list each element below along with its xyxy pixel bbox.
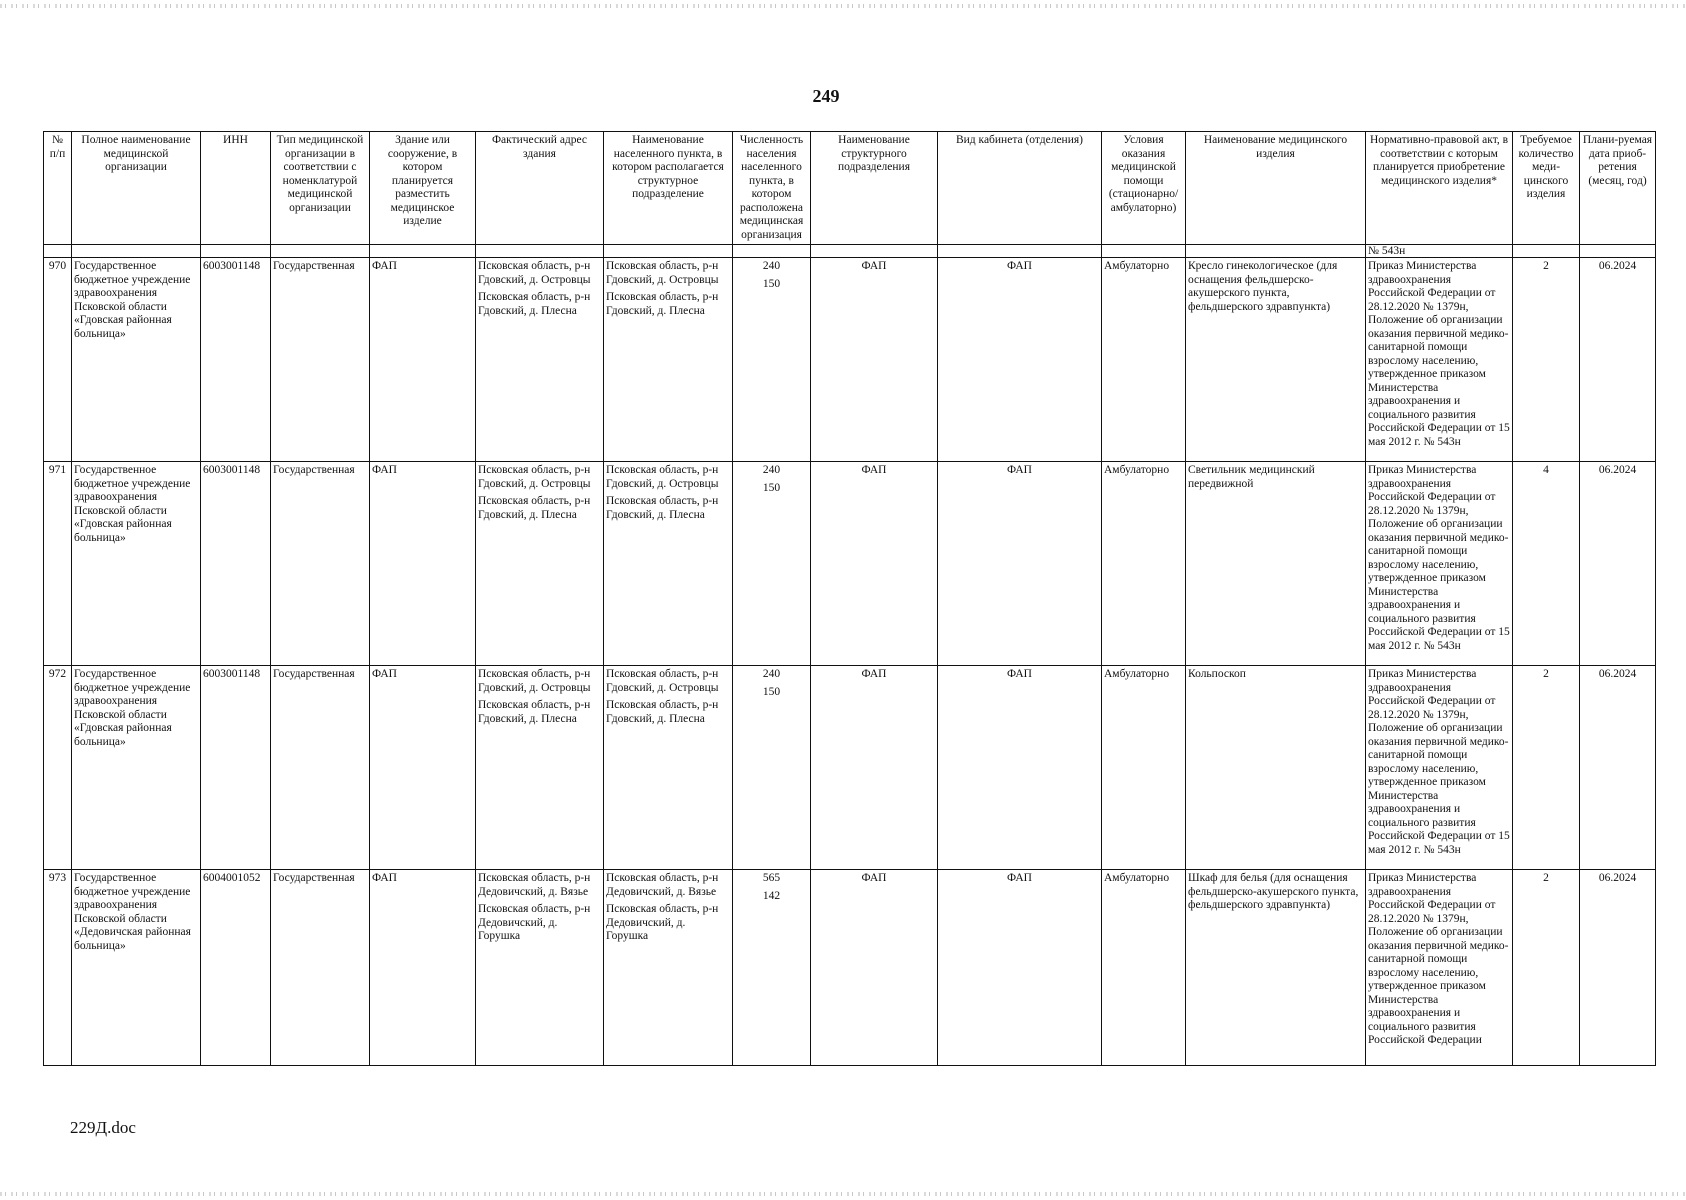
row-building: ФАП bbox=[370, 870, 476, 1066]
locality-2: Псковская область, р-н Гдовский, д. Плесна bbox=[606, 699, 719, 725]
population-2: 142 bbox=[762, 889, 781, 902]
locality-1: Псковская область, р-н Дедовичский, д. Вязье bbox=[606, 872, 719, 898]
locality-2: Псковская область, р-н Гдовский, д. Плесна bbox=[606, 291, 719, 317]
medical-device-table bbox=[43, 131, 1656, 1066]
row-locality bbox=[604, 462, 733, 666]
address-2: Псковская область, р-н Гдовский, д. Плесна bbox=[478, 699, 591, 725]
row-address bbox=[476, 258, 604, 462]
col-header-conditions: Условия оказания медицинской помощи (стационарно/ амбулаторно) bbox=[1102, 132, 1186, 245]
row-num: 973 bbox=[44, 870, 72, 1066]
address-1: Псковская область, р-н Гдовский, д. Островцы bbox=[478, 464, 591, 490]
row-device: Светильник медицинский передвижной bbox=[1186, 462, 1366, 666]
row-quantity: 2 bbox=[1513, 666, 1580, 870]
row-num: 971 bbox=[44, 462, 72, 666]
locality-1: Псковская область, р-н Гдовский, д. Островцы bbox=[606, 668, 719, 694]
row-act: Приказ Министерства здравоохранения Российской Федерации от 28.12.2020 № 1379н, Положение об организации оказания первичной медико-санитарной помощи взрослому населению, утвержденное приказом Министерства здравоохранения и социального развития Российской Федерации bbox=[1366, 870, 1513, 1066]
population-2: 150 bbox=[762, 685, 781, 698]
row-date: 06.2024 bbox=[1580, 258, 1656, 462]
row-locality bbox=[604, 870, 733, 1066]
address-1: Псковская область, р-н Гдовский, д. Островцы bbox=[478, 668, 591, 694]
row-locality bbox=[604, 666, 733, 870]
col-header-num: № п/п bbox=[44, 132, 72, 245]
address-2: Псковская область, р-н Гдовский, д. Плесна bbox=[478, 291, 591, 317]
row-date: 06.2024 bbox=[1580, 870, 1656, 1066]
col-header-act: Нормативно-правовой акт, в соответствии с которым планируется приобретение медицинского изделия* bbox=[1366, 132, 1513, 245]
population-2: 150 bbox=[762, 481, 781, 494]
row-quantity: 2 bbox=[1513, 870, 1580, 1066]
address-1: Псковская область, р-н Гдовский, д. Островцы bbox=[478, 260, 591, 286]
row-address bbox=[476, 666, 604, 870]
col-header-org: Полное наименование медицинской организации bbox=[72, 132, 201, 245]
row-conditions: Амбулаторно bbox=[1102, 258, 1186, 462]
row-org: Государственное бюджетное учреждение здравоохранения Псковской области «Гдовская районная больница» bbox=[72, 666, 201, 870]
address-1: Псковская область, р-н Дедовичский, д. Вязье bbox=[478, 872, 591, 898]
locality-2: Псковская область, р-н Гдовский, д. Плесна bbox=[606, 495, 719, 521]
carry-over-row bbox=[44, 245, 1656, 258]
scan-noise-bottom bbox=[0, 1192, 1686, 1196]
row-act: Приказ Министерства здравоохранения Российской Федерации от 28.12.2020 № 1379н, Положение об организации оказания первичной медико-санитарной помощи взрослому населению, утвержденное приказом Министерства здравоохранения и социального развития Российской Федерации от 15 мая 2012 г. № 543н bbox=[1366, 258, 1513, 462]
col-header-population: Численность населения населенного пункта, в котором расположена медицинская организация bbox=[733, 132, 811, 245]
locality-1: Псковская область, р-н Гдовский, д. Островцы bbox=[606, 260, 719, 286]
col-header-date: Плани-руемая дата приоб-ретения (месяц, год) bbox=[1580, 132, 1656, 245]
row-building: ФАП bbox=[370, 666, 476, 870]
scan-noise-top bbox=[0, 4, 1686, 8]
row-unit: ФАП bbox=[811, 462, 938, 666]
row-org: Государственное бюджетное учреждение здравоохранения Псковской области «Гдовская районная больница» bbox=[72, 258, 201, 462]
population-2: 150 bbox=[762, 277, 781, 290]
page-number: 249 bbox=[812, 86, 840, 106]
row-conditions: Амбулаторно bbox=[1102, 666, 1186, 870]
carry-over-text: № 543н bbox=[1366, 245, 1513, 258]
row-population bbox=[733, 870, 811, 1066]
row-unit: ФАП bbox=[811, 870, 938, 1066]
address-2: Псковская область, р-н Дедовичский, д. Горушка bbox=[478, 903, 591, 942]
row-date: 06.2024 bbox=[1580, 666, 1656, 870]
row-type: Государственная bbox=[271, 258, 370, 462]
row-inn: 6003001148 bbox=[201, 462, 271, 666]
row-cabinet: ФАП bbox=[938, 870, 1102, 1066]
document-footer: 229Д.doc bbox=[70, 1118, 136, 1137]
table-header-row bbox=[44, 132, 1656, 245]
row-address bbox=[476, 870, 604, 1066]
row-org: Государственное бюджетное учреждение здравоохранения Псковской области «Дедовичская районная больница» bbox=[72, 870, 201, 1066]
locality-1: Псковская область, р-н Гдовский, д. Островцы bbox=[606, 464, 719, 490]
row-inn: 6004001052 bbox=[201, 870, 271, 1066]
row-date: 06.2024 bbox=[1580, 462, 1656, 666]
row-quantity: 2 bbox=[1513, 258, 1580, 462]
address-2: Псковская область, р-н Гдовский, д. Плесна bbox=[478, 495, 591, 521]
row-conditions: Амбулаторно bbox=[1102, 870, 1186, 1066]
row-unit: ФАП bbox=[811, 666, 938, 870]
row-population bbox=[733, 666, 811, 870]
row-org: Государственное бюджетное учреждение здравоохранения Псковской области «Гдовская районная больница» bbox=[72, 462, 201, 666]
row-device: Кольпоскоп bbox=[1186, 666, 1366, 870]
row-building: ФАП bbox=[370, 258, 476, 462]
row-building: ФАП bbox=[370, 462, 476, 666]
col-header-inn: ИНН bbox=[201, 132, 271, 245]
row-address bbox=[476, 462, 604, 666]
col-header-device: Наименование медицинского изделия bbox=[1186, 132, 1366, 245]
col-header-building: Здание или сооружение, в котором планируется разместить медицинское изделие bbox=[370, 132, 476, 245]
row-population bbox=[733, 258, 811, 462]
row-cabinet: ФАП bbox=[938, 666, 1102, 870]
row-conditions: Амбулаторно bbox=[1102, 462, 1186, 666]
row-inn: 6003001148 bbox=[201, 258, 271, 462]
row-cabinet: ФАП bbox=[938, 258, 1102, 462]
locality-2: Псковская область, р-н Дедовичский, д. Горушка bbox=[606, 903, 719, 942]
row-act: Приказ Министерства здравоохранения Российской Федерации от 28.12.2020 № 1379н, Положение об организации оказания первичной медико-санитарной помощи взрослому населению, утвержденное приказом Министерства здравоохранения и социального развития Российской Федерации от 15 мая 2012 г. № 543н bbox=[1366, 462, 1513, 666]
population-1: 565 bbox=[762, 872, 781, 884]
population-1: 240 bbox=[762, 464, 781, 476]
table-row bbox=[44, 870, 1656, 1066]
row-num: 970 bbox=[44, 258, 72, 462]
col-header-type: Тип медицинской организации в соответствии с номенклатурой медицинской организации bbox=[271, 132, 370, 245]
row-unit: ФАП bbox=[811, 258, 938, 462]
population-1: 240 bbox=[762, 260, 781, 272]
table-row bbox=[44, 258, 1656, 462]
row-device: Шкаф для белья (для оснащения фельдшерско-акушерского пункта, фельдшерского здравпункта) bbox=[1186, 870, 1366, 1066]
table-row bbox=[44, 462, 1656, 666]
population-1: 240 bbox=[762, 668, 781, 680]
row-num: 972 bbox=[44, 666, 72, 870]
col-header-locality: Наименование населенного пункта, в котором располагается структурное подразделение bbox=[604, 132, 733, 245]
col-header-cabinet: Вид кабинета (отделения) bbox=[938, 132, 1102, 245]
col-header-unit: Наименование структурного подразделения bbox=[811, 132, 938, 245]
row-type: Государственная bbox=[271, 870, 370, 1066]
row-type: Государственная bbox=[271, 666, 370, 870]
col-header-address: Фактический адрес здания bbox=[476, 132, 604, 245]
col-header-quantity: Требуемое количество меди-цинского изделия bbox=[1513, 132, 1580, 245]
row-act: Приказ Министерства здравоохранения Российской Федерации от 28.12.2020 № 1379н, Положение об организации оказания первичной медико-санитарной помощи взрослому населению, утвержденное приказом Министерства здравоохранения и социального развития Российской Федерации от 15 мая 2012 г. № 543н bbox=[1366, 666, 1513, 870]
row-quantity: 4 bbox=[1513, 462, 1580, 666]
row-locality bbox=[604, 258, 733, 462]
row-population bbox=[733, 462, 811, 666]
row-device: Кресло гинекологическое (для оснащения фельдшерско-акушерского пункта, фельдшерского здравпункта) bbox=[1186, 258, 1366, 462]
row-inn: 6003001148 bbox=[201, 666, 271, 870]
row-type: Государственная bbox=[271, 462, 370, 666]
table-row bbox=[44, 666, 1656, 870]
row-cabinet: ФАП bbox=[938, 462, 1102, 666]
